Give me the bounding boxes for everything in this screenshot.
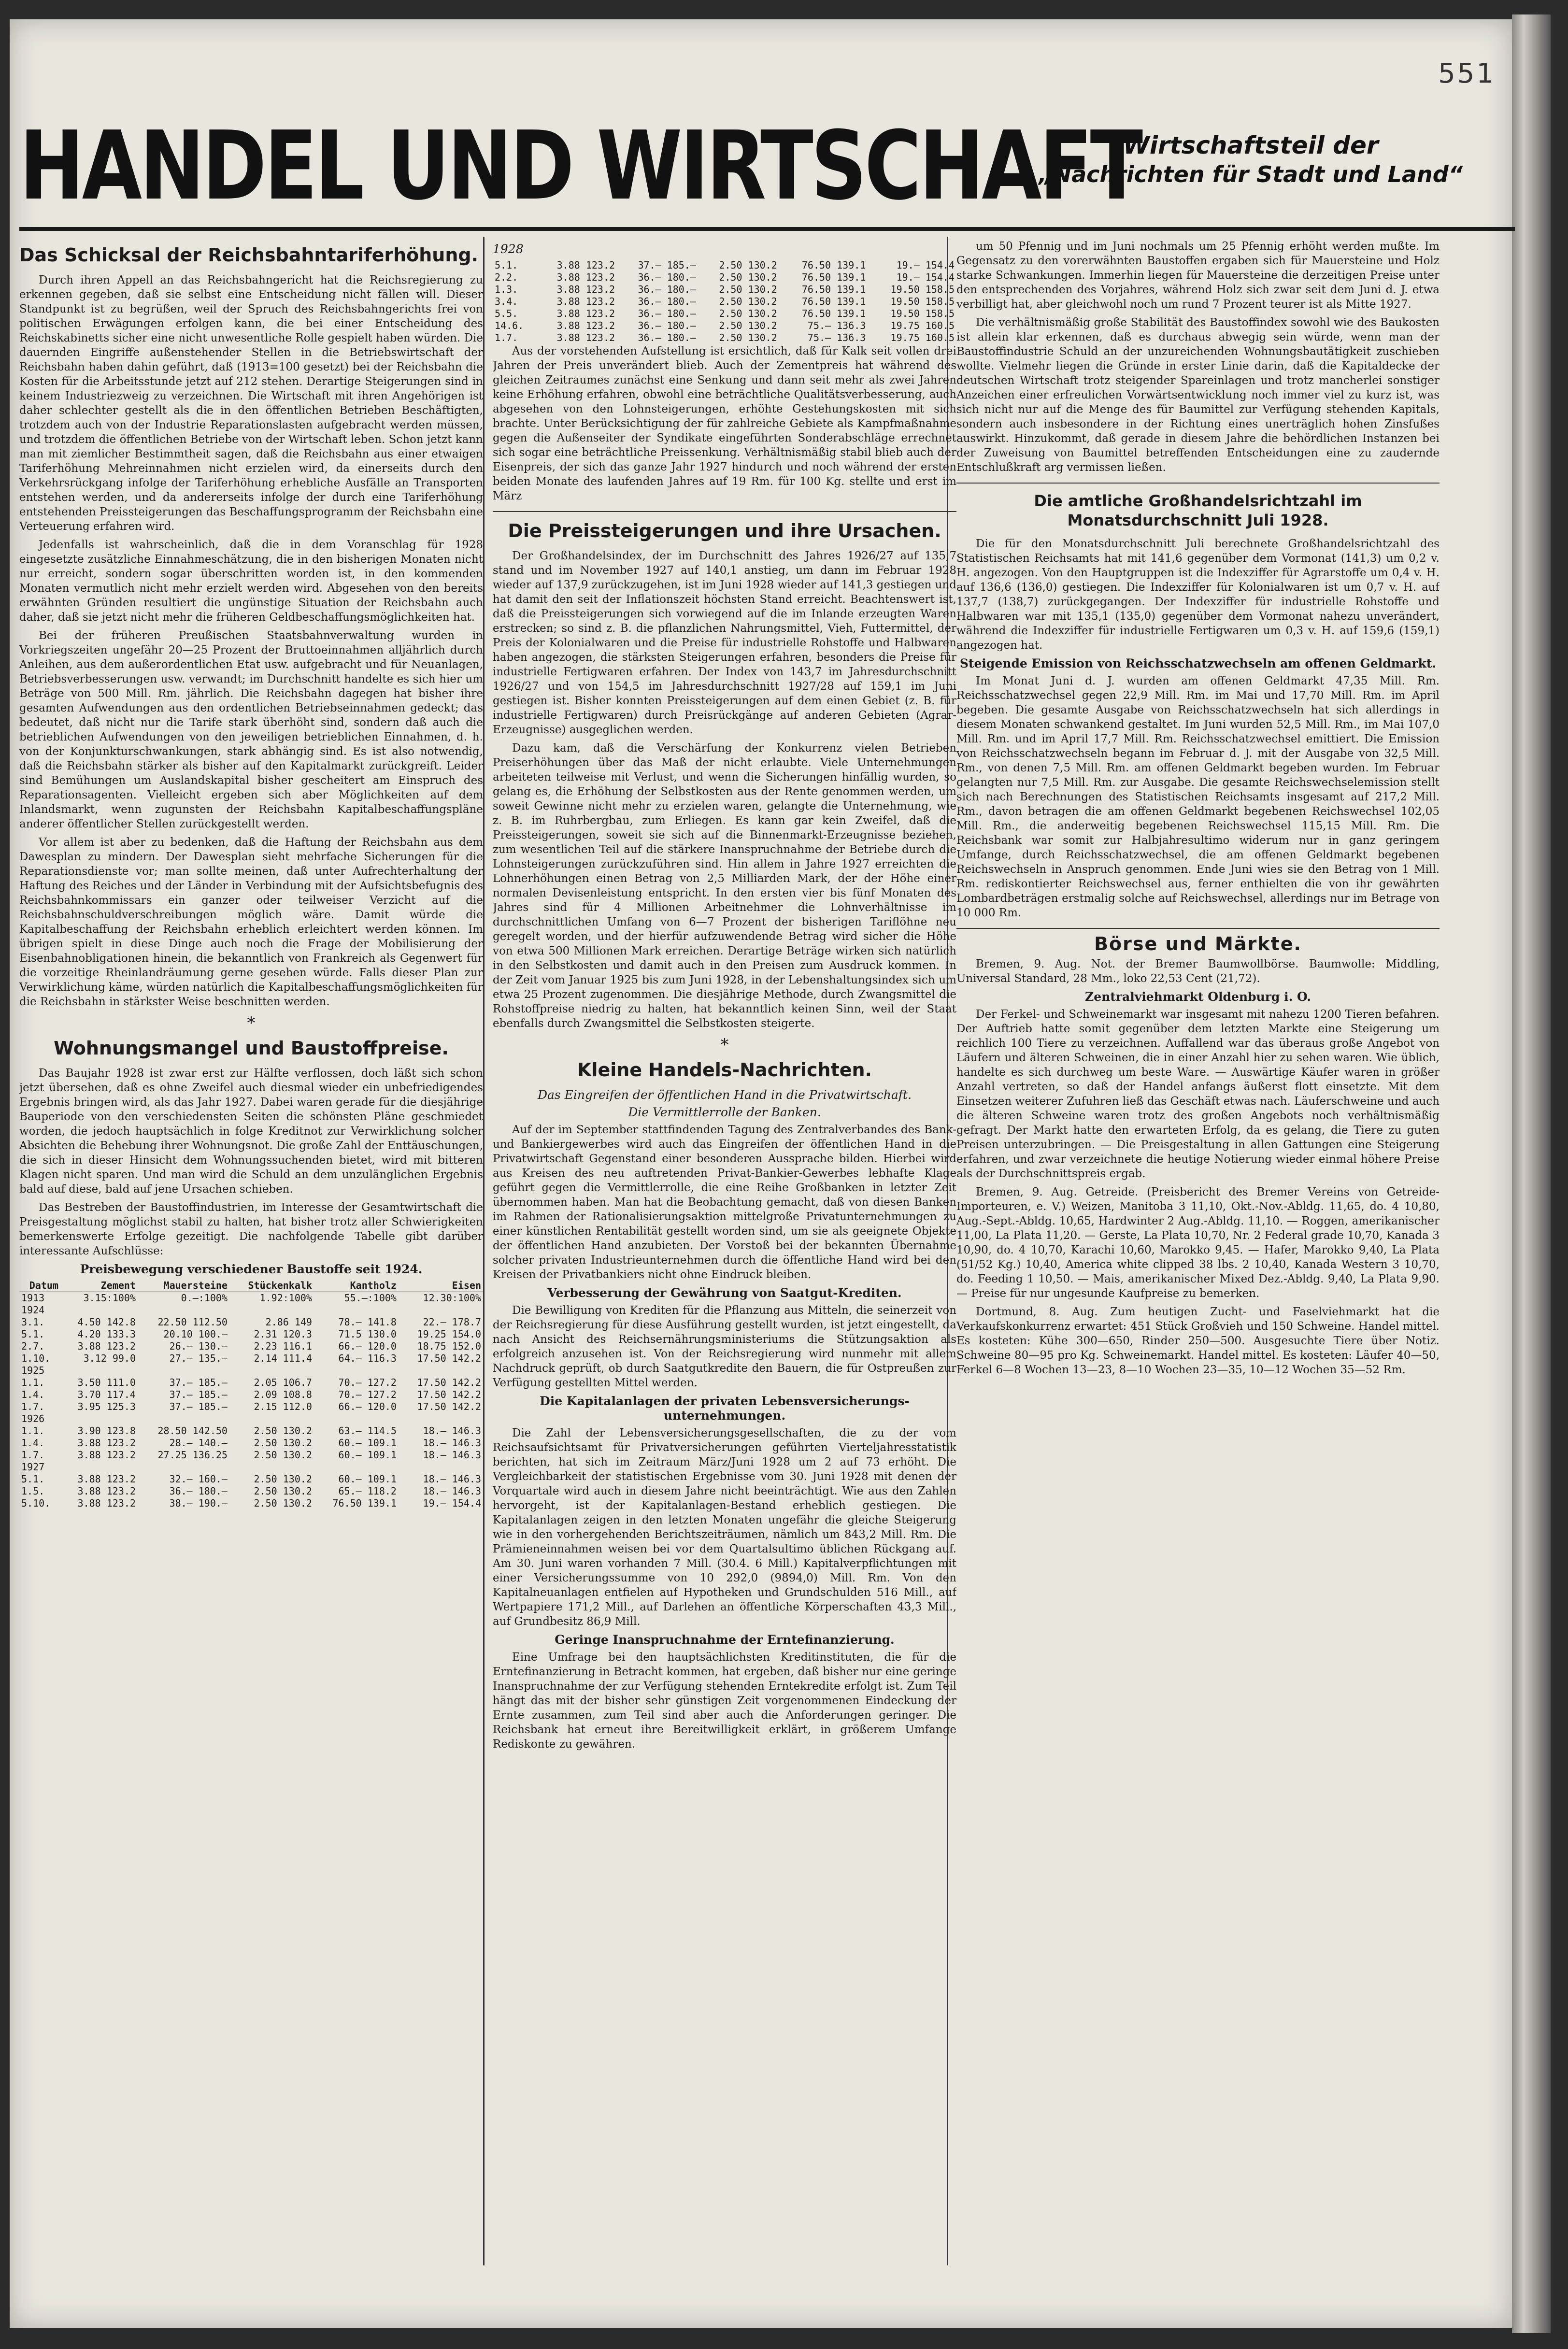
table-cell: 2.05 106.7 — [254, 1377, 312, 1388]
masthead-subtitle-line2: „Nachrichten für Stadt und Land“ — [1039, 161, 1463, 187]
article-heading: Das Schicksal der Reichsbahntariferhöhung. — [19, 244, 479, 266]
table-cell — [314, 1304, 399, 1316]
table-body — [19, 1292, 483, 1510]
column-3 — [956, 239, 1440, 2282]
page-number: 551 — [1438, 58, 1496, 89]
masthead-title: HANDEL UND WIRTSCHAFT — [19, 111, 1141, 221]
table-cell — [314, 1365, 399, 1377]
table-cell: 19.25 154.0 — [417, 1328, 481, 1340]
table-cell — [60, 1413, 138, 1425]
table-cell: 1913 — [21, 1292, 45, 1304]
table-cell: 1.4. — [21, 1389, 45, 1400]
table-row — [19, 1461, 483, 1473]
price-table — [19, 1280, 483, 1509]
table-cell: 3.70 117.4 — [77, 1389, 136, 1400]
table-header-cell: Kantholz — [314, 1280, 399, 1292]
table-cell: 5.5. — [495, 308, 518, 319]
article-paragraph: Die Zahl der Lebensversicherungsgesellschaften, die zu der vom Reichsaufsichtsamt für Privatversicherungen geführten Vierteljahresstatistik berichten, hat sich im Zeitraum März/Juni 1928 um 2 auf 73 erhöht. Die Vergleichbarkeit der statistischen Ergebnisse vom 30. Juni 1928 mit denen der Vorquartale wird auch in diesem Jahre nicht beeinträchtigt. Wie aus den Zahlen hervorgeht, ist der Kapitalanlagen-Bestand erheblich gestiegen. Die Kapitalanlagen zeigen in den letzten Monaten ungefähr die gleiche Steigerung wie in den vorhergehenden Berichtszeiträumen, nämlich um 843,2 Mill. Rm. Die Prämieneinnahmen weisen bei vor dem Quartalsultimo üblichen Rückgang auf. Am 30. Juni waren vorhanden 7 Mill. (30.4. 6 Mill.) Kapitalverpflichtungen mit einer Versicherungssumme von 10 292,0 (9894,0) Mill. Rm. Von den Kapitalneuanlagen entfielen auf Hypotheken und Grundschulden 516 Mill., auf Wertpapiere 171,2 Mill., auf Darlehen an öffentliche Körperschaften 43,3 Mill., auf Grundbesitz 86,9 Mill. — [493, 1427, 956, 1628]
table-cell: 19.50 158.5 — [890, 308, 955, 319]
table-row — [19, 1365, 483, 1377]
table-row — [19, 1292, 483, 1305]
section-subheading: Geringe Inanspruchnahme der Erntefinanzierung. — [555, 1633, 895, 1647]
table-cell: 3.88 123.2 — [556, 284, 615, 295]
table-cell — [229, 1461, 314, 1473]
table-cell: 2.2. — [495, 271, 518, 283]
table-cell: 18.— 146.3 — [423, 1473, 481, 1485]
table-cell: 18.75 152.0 — [417, 1340, 481, 1352]
table-cell: 17.50 142.2 — [417, 1401, 481, 1412]
table-row — [493, 332, 956, 344]
table-cell: 37.— 185.— — [169, 1377, 228, 1388]
table-header-cell: Stückenkalk — [229, 1280, 314, 1292]
table-cell: 1.7. — [21, 1449, 45, 1461]
table-cell: 2.7. — [21, 1340, 45, 1352]
table-row — [19, 1304, 483, 1316]
table-cell: 19.— 154.4 — [896, 271, 955, 283]
table-row — [493, 259, 956, 271]
table-cell: 3.90 123.8 — [77, 1425, 136, 1437]
table-cell: 60.— 109.1 — [338, 1449, 397, 1461]
table-cell: 2.50 130.2 — [254, 1437, 312, 1449]
article-paragraph: Auf der im September stattfindenden Tagung des Zentralverbandes des Bank- und Bankiergewerbes wird auch das Eingreifen der öffentlichen Hand in die Privatwirtschaft Gegenstand einer besonderen Aussprache bilden. Hierbei wird aus Kreisen des neu auftretenden Privat-Bankier-Gewerbes lebhafte Klage geführt gegen die Vermittlerrolle, die eine Reihe Großbanken in letzter Zeit übernommen haben. Man hat die Beobachtung gemacht, daß von diesen Banken im Rahmen der Rationalisierungsaktion mittelgroße Privatunternehmungen zu einer künstlichen Rentabilität gestellt worden sind, um sie als geeignete Objekte der öffentlichen Hand anzubieten. Der Vorstoß bei der bekannten Übernahme solcher privaten Industrieunternehmen durch die öffentliche Hand wird bei den Kreisen der Privatbankiers nicht ohne Eindruck bleiben. — [493, 1124, 956, 1281]
table-cell: 19.— 154.4 — [423, 1497, 481, 1509]
table-cell: 22.— 178.7 — [423, 1316, 481, 1328]
table-cell: 37.— 185.— — [169, 1401, 228, 1412]
table-cell — [399, 1413, 483, 1425]
article-paragraph: Das Bestreben der Baustoffindustrien, im Interesse der Gesamtwirtschaft die Preisgestaltung möglichst stabil zu halten, hat bisher trotz aller Schwierigkeiten bemerkenswerte Erfolge gezeitigt. Die nachfolgende Tabelle gibt darüber interessante Aufschlüsse: — [19, 1201, 483, 1257]
table-cell: 60.— 109.1 — [338, 1437, 397, 1449]
table-cell: 5.1. — [21, 1473, 45, 1485]
table-cell: 36.— 180.— — [638, 308, 696, 319]
table-cell: 65.— 118.2 — [338, 1485, 397, 1497]
section-subheading: Die Vermittlerrolle der Banken. — [628, 1105, 821, 1119]
price-table-continued — [493, 259, 956, 344]
table-cell: 36.— 180.— — [169, 1485, 228, 1497]
table-cell: 17.50 142.2 — [417, 1352, 481, 1364]
masthead-subtitle-line1: Wirtschaftsteil der — [1123, 131, 1379, 159]
column-rule — [483, 237, 485, 2265]
table-cell — [138, 1461, 229, 1473]
market-heading: Börse und Märkte. — [1094, 933, 1302, 954]
table-cell: 12.30:100% — [423, 1292, 481, 1304]
table-cell: 1924 — [21, 1304, 45, 1316]
table-cell — [399, 1365, 483, 1377]
table-cell: 2.50 130.2 — [719, 320, 777, 331]
table-cell: 4.20 133.3 — [77, 1328, 136, 1340]
table-cell — [229, 1304, 314, 1316]
column-1 — [19, 239, 483, 2282]
table-cell: 17.50 142.2 — [417, 1389, 481, 1400]
page-edge — [1512, 14, 1551, 2333]
table-cell — [60, 1461, 138, 1473]
table-cell: 66.— 120.0 — [338, 1401, 397, 1412]
article-paragraph: Jedenfalls ist wahrscheinlich, daß die in dem Voranschlag für 1928 eingesetzte zusätzliche Einnahmeschätzung, die in den bisherigen Monaten nicht nur erreicht, sondern sogar überschritten worden ist, in den kommenden Monaten vermutlich nicht mehr erzielt werden wird. Abgesehen von den bereits erwähnten Gründen resultiert die ungünstige Situation der Reichsbahn auch daher, daß sie jetzt nicht mehr die früheren Geldbeschaffungsmöglichkeiten hat. — [19, 539, 483, 624]
table-header-row — [19, 1280, 483, 1292]
market-subheading: Zentralviehmarkt Oldenburg i. O. — [1084, 990, 1311, 1004]
market-report: Bremen, 9. Aug. Getreide. (Preisbericht des Bremer Vereins von Getreide-Importeuren, e. V.) Weizen, Manitoba 3 11,10, Okt.-Nov.-Abldg. 11,65, do. 4 10,80, Aug.-Sept.-Abldg. 10,65, Hardwinter 2 Aug.-Abldg. 11,10. — Roggen, amerikanischer 11,00, La Plata 11,20. — Gerste, La Plata 10,70, Nr. 2 Federal grade 10,70, Kanada 3 10,90, do. 4 10,70, Karachi 10,60, Marokko 9,45. — Hafer, Marokko 9,40, La Plata (51/52 Kg.) 10,40, America white clipped 38 lbs. 2 10,40, Kanada Western 3 10,70, do. Feeding 1 10,50. — Mais, amerikanischer Mixed Dez.-Abldg. 9,40, La Plata 9,90. — Preise für nur ungesunde Kaufpreise zu bemerken. — [956, 1186, 1440, 1300]
table-cell: 63.— 114.5 — [338, 1425, 397, 1437]
table-cell: 71.5 130.0 — [338, 1328, 397, 1340]
table-cell — [138, 1365, 229, 1377]
masthead-rule — [19, 227, 1515, 231]
table-cell: 60.— 109.1 — [338, 1473, 397, 1485]
table-cell: 20.10 100.— — [163, 1328, 228, 1340]
table-row — [19, 1328, 483, 1340]
table-row — [19, 1389, 483, 1401]
article-paragraph: Vor allem ist aber zu bedenken, daß die Haftung der Reichsbahn aus dem Dawesplan zu mindern. Der Dawesplan sieht mehrfache Sicherungen für die Reparationsdienste vor; man sollte meinen, daß unter Aufrechterhaltung der Haftung des Reiches und der Länder in Verbindung mit der Aufsichtsbefugnis des Reichsbahnkommissars ein ganzer oder teilweiser Verzicht auf die Reichsbahnschuldverschreibungen möglich wäre. Damit würde die Kapitalbeschaffung der Reichsbahn erheblich erleichtert werden können. Im übrigen spielt in diese Dinge auch noch die Frage der Mobilisierung der Eisenbahnobligationen hinein, die bekanntlich von Frankreich als Gegenwert für die vorzeitige Rheinlandräumung gerne gesehen würde. Falls dieser Plan zur Verwirklichung käme, würden natürlich die Kapitalbeschaffungsmöglichkeiten für die Reichsbahn in stärkster Weise beschnitten werden. — [19, 836, 483, 1008]
table-cell: 36.— 180.— — [638, 284, 696, 295]
table-cell: 27.— 135.— — [169, 1352, 228, 1364]
table-cell: 17.50 142.2 — [417, 1377, 481, 1388]
table-row — [493, 320, 956, 332]
table-cell: 2.50 130.2 — [254, 1449, 312, 1461]
table-cell: 1925 — [21, 1365, 45, 1376]
table-row — [19, 1316, 483, 1328]
table-cell: 2.50 130.2 — [254, 1497, 312, 1509]
section-separator: * — [720, 1035, 729, 1054]
table-cell: 1.10. — [21, 1352, 51, 1364]
table-cell: 2.50 130.2 — [254, 1473, 312, 1485]
table-cell: 18.— 146.3 — [423, 1425, 481, 1437]
table-cell: 3.15:100% — [83, 1292, 136, 1304]
table-cell: 38.— 190.— — [169, 1497, 228, 1509]
table-cell: 78.— 141.8 — [338, 1316, 397, 1328]
table-cell: 3.88 123.2 — [556, 259, 615, 271]
table-cell: 1926 — [21, 1413, 45, 1424]
table-cell: 2.50 130.2 — [719, 259, 777, 271]
table-cell: 64.— 116.3 — [338, 1352, 397, 1364]
table-row — [19, 1449, 483, 1461]
table-cell: 28.50 142.50 — [157, 1425, 228, 1437]
table-cell — [60, 1304, 138, 1316]
table-cell: 5.1. — [21, 1328, 45, 1340]
table-cell — [138, 1304, 229, 1316]
section-separator: * — [247, 1013, 256, 1033]
table-cell — [399, 1461, 483, 1473]
table-cell: 1.7. — [495, 332, 518, 343]
table-row — [493, 271, 956, 284]
table-cell: 2.15 112.0 — [254, 1401, 312, 1412]
table-cell: 3.95 125.3 — [77, 1401, 136, 1412]
table-cell: 1.7. — [21, 1401, 45, 1412]
article-paragraph: Eine Umfrage bei den hauptsächlichsten Kreditinstituten, die für die Erntefinanzierung in Betracht kommen, hat ergeben, daß bisher nur eine geringe Inanspruchnahme der zur Verfügung stehenden Erntekredite erfolgt ist. Zum Teil hängt das mit der bisher sehr günstigen Zeit vorgenommenen Eindeckung der Ernte zusammen, zum Teil sind aber auch die Anforderungen geringer. Die Reichsbank hat erneut ihre Bereitwilligkeit erklärt, in größerem Umfange Rediskonte zu gewähren. — [493, 1651, 956, 1751]
table-cell — [314, 1461, 399, 1473]
article-heading: Die Preissteigerungen und ihre Ursachen. — [508, 520, 941, 541]
table-row — [19, 1413, 483, 1425]
table-cell: 18.— 146.3 — [423, 1485, 481, 1497]
article-paragraph: Das Baujahr 1928 ist zwar erst zur Hälfte verflossen, doch läßt sich schon jetzt übersehen, daß es ohne Zweifel auch diesmal wieder ein unbefriedigendes Ergebnis bringen wird, als das Jahr 1927. Dabei waren gerade für die diesjährige Bauperiode von den verschiedensten Seiten die schönsten Pläne geschmiedet worden, die jedoch hauptsächlich in folge Kreditnot zur Verwirklichung solcher Absichten die Behebung ihrer Wohnungsnot. Die große Zahl der Enttäuschungen, die sich in dieser Hinsicht dem Wohnungssuchenden bietet, wird mit bitteren Klagen nicht sparen. Und man wird die Schuld an dem unzulänglichen Ergebnis bald auf diese, bald auf jene Ursachen schieben. — [19, 1067, 483, 1196]
table-cell: 19.75 160.5 — [890, 332, 955, 343]
column-2 — [493, 239, 956, 2282]
article-heading: Die amtliche Großhandelsrichtzahl im Monatsdurchschnitt Juli 1928. — [1034, 492, 1362, 529]
section-divider — [956, 928, 1440, 929]
article-paragraph: Durch ihren Appell an das Reichsbahngericht hat die Reichsregierung zu erkennen gegeben, daß sie selbst eine Entscheidung nicht fällen will. Dieser Standpunkt ist zu begrüßen, weil der Spruch des Reichsbahngerichts frei von politischen Erwägungen erfolgen kann, die bei einer Entscheidung des Reichskabinetts sicher eine nicht unwesentliche Rolle gespielt haben würden. Die dauernden Eingriffe außenstehender Stellen in die Betriebswirtschaft der Reichsbahn haben dahin geführt, daß (1913=100 gesetzt) bei der Reichsbahn die Kosten für die Arbeitsstunde jetzt auf 212 stehen. Derartige Steigerungen sind in keinem Industriezweig zu verzeichnen. Die Wirtschaft mit ihren Angehörigen ist daher schlechter gestellt als die in den öffentlichen Betrieben Beschäftigten, trotzdem auch von der Industrie Reparationslasten aufgebracht werden müssen, und trotzdem die öffentlichen Betriebe von der Wirtschaft leben. Schon jetzt kann man mit ziemlicher Bestimmtheit sagen, daß die Reichsbahn aus einer etwaigen Tariferhöhung Mehreinnahmen nicht erzielen wird, da einerseits durch den Verkehrsrückgang infolge der Tariferhöhung erhebliche Ausfälle an Transporten entstehen werden, und da andererseits infolge der durch eine Tariferhöhung entstehenden Preissteigerungen das Beschaffungsprogramm der Reichsbahn eine Verteuerung erfahren wird. — [19, 274, 483, 533]
table-cell: 36.— 180.— — [638, 320, 696, 331]
table-row — [493, 284, 956, 296]
table-row — [19, 1352, 483, 1365]
table-cell: 3.88 123.2 — [556, 296, 615, 307]
table-cell: 3.88 123.2 — [77, 1485, 136, 1497]
table-year: 1928 — [493, 242, 524, 256]
table-cell: 1.92:100% — [259, 1292, 312, 1304]
table-cell: 37.— 185.— — [638, 259, 696, 271]
table-cell — [229, 1413, 314, 1425]
table-cell: 1.4. — [21, 1437, 45, 1449]
market-report: Der Ferkel- und Schweinemarkt war insgesamt mit nahezu 1200 Tieren befahren. Der Auftrieb hatte somit gegenüber dem letzten Markte eine Steigerung um reichlich 100 Tiere zu verzeichnen. Auffallend war das überaus große Angebot von Läufern und älteren Schweinen, die in einer Anzahl hier zu sehen waren. Wie üblich, handelte es sich durchweg um beste Ware. — Auswärtige Käufer waren in größer Anzahl vertreten, so daß der Handel anfangs äußerst flott einsetzte. Mit dem Einsetzen weiterer Zufuhren ließ das Geschäft etwas nach. Läuferschweine und auch die älteren Schweine waren trotz des großen Angebots noch verhältnismäßig gefragt. Der Markt hatte den erwarteten Erfolg, da es gelang, die Tiere zu guten Preisen unterzubringen. — Die Preisgestaltung in allen Gattungen eine Steigerung erfahren, und zwar verzeichnete die heutige Notierung wieder einmal höhere Preise als der Durchschnittspreis ergab. — [956, 1008, 1440, 1180]
table-row — [19, 1401, 483, 1413]
table-cell: 2.50 130.2 — [719, 284, 777, 295]
table-header-cell: Eisen — [399, 1280, 483, 1292]
table-cell: 3.88 123.2 — [556, 332, 615, 343]
table-cell: 2.86 149 — [265, 1316, 312, 1328]
table-cell: 2.50 130.2 — [254, 1425, 312, 1437]
article-paragraph: Bei der früheren Preußischen Staatsbahnverwaltung wurden in Vorkriegszeiten ungefähr 20—25 Prozent der Bruttoeinnahmen alljährlich durch Anleihen, aus dem außerordentlichen Etat usw. aufgebracht und für Neuanlagen, Betriebsverbesserungen usw. verwandt; im Durchschnitt handelte es sich hier um Beträge von 500 Mill. Rm. jährlich. Die Reichsbahn dagegen hat bisher ihre gesamten Aufwendungen aus den ordentlichen Betriebseinnahmen gedeckt; das bedeutet, daß nicht nur die Tarife stark überhöht sind, sondern daß auch die betrieblichen Aufwendungen von den jeweiligen betrieblichen Einnahmen, d. h. von der Konjunkturschwankungen, stark abhängig sind. Es ist also notwendig, daß die Reichsbahn stärker als bisher auf den Kapitalmarkt zurückgreift. Leider sind Bemühungen um Auslandskapital bisher gescheitert am Einspruch des Reparationsagenten. Vielleicht ergeben sich aber Möglichkeiten auf dem Inlandsmarkt, wenn zugunsten der Reichsbahn Kapitalbeschaffungspläne anderer öffentlicher Stellen zurückgestellt werden. — [19, 629, 483, 830]
table-cell: 76.50 139.1 — [332, 1497, 397, 1509]
table-cell: 3.12 99.0 — [83, 1352, 136, 1364]
table-cell: 2.50 130.2 — [719, 308, 777, 319]
table-cell: 14.6. — [495, 320, 524, 331]
table-cell: 66.— 120.0 — [338, 1340, 397, 1352]
table-row — [493, 296, 956, 308]
table-cell: 5.1. — [495, 259, 518, 271]
table-cell: 3.88 123.2 — [556, 271, 615, 283]
table-cell: 19.50 158.5 — [890, 284, 955, 295]
table-cell: 32.— 160.— — [169, 1473, 228, 1485]
table-cell: 2.50 130.2 — [719, 296, 777, 307]
market-report: Bremen, 9. Aug. Not. der Bremer Baumwollbörse. Baumwolle: Middling, Universal Standard, 28 Mm., loko 22,53 Cent (21,72). — [956, 958, 1440, 985]
article-paragraph: Die Bewilligung von Krediten für die Pflanzung aus Mitteln, die seinerzeit von der Reichsregierung für diese Ausführung gestellt wurden, ist jetzt eingestellt, da nach Ansicht des Reichsernährungsministeriums die Stützungsaktion als erfolgreich anzusehen ist. Von der Reichsregierung wird nunmehr mit allem Nachdruck geprüft, ob durch Saatgutkredite den Bauern, die für Ostpreußen zur Verfügung gestellten Mittel werden. — [493, 1304, 956, 1389]
masthead-subtitle — [1039, 130, 1463, 188]
table-cell: 76.50 139.1 — [801, 308, 866, 319]
table-cell: 4.50 142.8 — [77, 1316, 136, 1328]
market-report: Dortmund, 8. Aug. Zum heutigen Zucht- und Faselviehmarkt hat die Verkaufskonkurrenz erwartet: 451 Stück Großvieh und 150 Schweine. Handel mittel. Es kosteten: Kühe 300—650, Rinder 250—500. Ausgesuchte Tiere über Notiz. Schweine 80—95 pro Kg. Schweinemarkt. Handel mittel. Es kosteten: Läufer 40—50, Ferkel 6—8 Wochen 13—23, 8—10 Wochen 23—35, 10—12 Wochen 35—52 Rm. — [956, 1306, 1440, 1376]
table-cell: 2.09 108.8 — [254, 1389, 312, 1400]
table-body — [493, 259, 956, 344]
table-cell: 3.50 111.0 — [77, 1377, 136, 1388]
section-subheading: Steigende Emission von Reichsschatzwechseln am offenen Geldmarkt. — [959, 656, 1437, 670]
section-subheading: Das Eingreifen der öffentlichen Hand in die Privatwirtschaft. — [537, 1088, 912, 1102]
table-cell: 70.— 127.2 — [338, 1377, 397, 1388]
table-cell: 3.88 123.2 — [77, 1473, 136, 1485]
table-cell: 26.— 130.— — [169, 1340, 228, 1352]
table-cell: 3.88 123.2 — [77, 1449, 136, 1461]
article-paragraph: Die für den Monatsdurchschnitt Juli berechnete Großhandelsrichtzahl des Statistischen Reichsamts hat mit 141,6 gegenüber dem Vormonat (141,3) um 0,2 v. H. angezogen. Von den Hauptgruppen ist die Indexziffer für Agrarstoffe um 0,4 v. H. auf 136,6 (136,0) gestiegen. Die Indexziffer für Kolonialwaren ist um 0,7 v. H. auf 137,7 (138,7) zurückgegangen. Der Indexziffer für industrielle Rohstoffe und Halbwaren war mit 135,1 (135,0) gegenüber dem Vormonat nahezu unverändert, während die Indexziffer für industrielle Fertigwaren um 0,3 v. H. auf 159,6 (159,1) angezogen hat. — [956, 538, 1440, 652]
table-cell: 76.50 139.1 — [801, 284, 866, 295]
table-caption: Preisbewegung verschiedener Baustoffe seit 1924. — [80, 1262, 423, 1276]
table-cell: 2.23 116.1 — [254, 1340, 312, 1352]
table-cell: 1.1. — [21, 1377, 45, 1388]
section-divider — [493, 511, 956, 512]
table-cell: 3.1. — [21, 1316, 45, 1328]
table-cell: 55.—:100% — [344, 1292, 397, 1304]
table-cell: 5.10. — [21, 1497, 51, 1509]
table-cell: 19.75 160.5 — [890, 320, 955, 331]
table-cell: 75.— 136.3 — [807, 332, 866, 343]
table-cell — [229, 1365, 314, 1377]
table-row — [19, 1437, 483, 1449]
table-cell: 3.88 123.2 — [77, 1437, 136, 1449]
table-cell: 3.4. — [495, 296, 518, 307]
table-header-cell: Datum — [19, 1280, 60, 1292]
table-cell: 2.14 111.4 — [254, 1352, 312, 1364]
table-cell — [314, 1413, 399, 1425]
section-subheading: Die Kapitalanlagen der privaten Lebensversicherungs-unternehmungen. — [540, 1394, 910, 1423]
article-heading: Kleine Handels-Nachrichten. — [577, 1059, 872, 1081]
article-paragraph: Die verhältnismäßig große Stabilität des Baustoffindex sowohl wie des Baukosten ist allein klar erkennen, daß es durchaus abwegig sein würde, wenn man der Baustoffindustrie Schuld an der unzureichenden Wohnungsbautätigkeit zuschieben wollte. Vielmehr liegen die Gründe in erster Linie darin, daß die Kapitaldecke der deutschen Wirtschaft trotz steigender Spareinlagen und trotz mancherlei sonstiger Anzeichen einer erfreulichen Vorwärtsentwicklung noch immer viel zu kurz ist, was sich nicht nur auf die Menge des für Baumittel zur Verfügung stehenden Kapitals, sondern auch insbesondere in der Richtung eines unerträglich hohen Zinsfußes auswirkt. Hinzukommt, daß gerade in diesem Jahre die behördlichen Instanzen bei der Zuweisung von Baumittel betreffenden Entscheidungen eine zu zaudernde Entschlußkraft arg vermissen ließen. — [956, 316, 1440, 474]
table-cell: 36.— 180.— — [638, 332, 696, 343]
table-row — [19, 1497, 483, 1509]
table-cell: 2.50 130.2 — [719, 271, 777, 283]
table-cell — [138, 1413, 229, 1425]
article-paragraph: Im Monat Juni d. J. wurden am offenen Geldmarkt 47,35 Mill. Rm. Reichsschatzwechsel gegen 22,9 Mill. Rm. im Mai und 17,70 Mill. Rm. im April begeben. Die gesamte Ausgabe von Reichsschatzwechseln hat sich allerdings in diesem Monaten schwankend gestaltet. Im Juni wurden 52,5 Mill. Rm., im Mai 107,0 Mill. Rm. und im April 17,7 Mill. Rm. Reichsschatzwechsel emittiert. Die Emission von Reichsschatzwechseln begann im Februar d. J. mit der Ausgabe von 32,5 Mill. Rm., von denen 7,5 Mill. Rm. am offenen Geldmarkt begeben wurden. Im Februar gelangten nur 7,5 Mill. Rm. zur Ausgabe. Die gesamte Reichswechselemission stellt sich nach Berechnungen des Statistischen Reichsamts insgesamt auf 217,2 Mill. Rm., davon betragen die am offenen Geldmarkt begebenen Reichswechsel 102,05 Mill. Rm., die anderweitig begebenen Reichswechsel 115,15 Mill. Rm. Die Reichsbank war somit zur Halbjahresultimo widerum nur in ganz geringem Umfange, durch Reichsschatzwechsel, die am offenen Geldmarkt begebenen Reichswechseln in Anspruch genommen. Ende Juni wies sie den Betrag von 1 Mill. Rm. rediskontierter Reichswechsel aus, ferner enthielten die von ihr gewährten Lombardbeträgen erstmalig solche auf Reichswechsel, allerdings nur im Betrage von 10 000 Rm. — [956, 675, 1440, 919]
table-cell: 70.— 127.2 — [338, 1389, 397, 1400]
table-cell: 2.31 120.3 — [254, 1328, 312, 1340]
table-header-cell: Zement — [60, 1280, 138, 1292]
table-cell — [60, 1365, 138, 1377]
table-cell: 3.88 123.2 — [77, 1340, 136, 1352]
table-cell: 28.— 140.— — [169, 1437, 228, 1449]
table-cell: 2.50 130.2 — [254, 1485, 312, 1497]
table-row — [19, 1377, 483, 1389]
table-row — [19, 1340, 483, 1352]
table-cell: 76.50 139.1 — [801, 259, 866, 271]
table-cell: 19.50 158.5 — [890, 296, 955, 307]
table-cell: 37.— 185.— — [169, 1389, 228, 1400]
table-cell: 3.88 123.2 — [77, 1497, 136, 1509]
table-header-cell: Mauersteine — [138, 1280, 229, 1292]
section-divider — [956, 483, 1440, 484]
table-row — [19, 1473, 483, 1485]
table-cell: 18.— 146.3 — [423, 1449, 481, 1461]
table-cell: 76.50 139.1 — [801, 271, 866, 283]
article-paragraph: Der Großhandelsindex, der im Durchschnitt des Jahres 1926/27 auf 135,7 stand und im November 1927 auf 140,1 anstieg, um dann im Februar 1928 wieder auf 137,9 zurückzugehen, ist im Juni 1928 wieder auf 141,3 gestiegen und hat damit den seit der Inflationszeit höchsten Stand erreicht. Beachtenswert ist, daß die Preissteigerungen sich vorwiegend auf die im Inlande erzeugten Waren erstrecken; so sind z. B. die pflanzlichen Nahrungsmittel, Vieh, Futtermittel, der Preis der Kolonialwaren und die Preise für industrielle Rohstoffe und Halbwaren haben angezogen, die stärksten Steigerungen erfahren, besonders die Preise für industrielle Fertigwaren erfahren. Der Index von 143,7 im Jahresdurchschnitt 1926/27 und von 154,5 im Jahresdurchschnitt 1927/28 auf 159,1 im Juni gestiegen ist. Bisher konnten Preissteigerungen auf dem einen Gebiet (z. B. für industrielle Fertigwaren) durch Preisrückgänge auf anderen Gebieten (Agrar-Erzeugnisse) ausgeglichen werden. — [493, 550, 956, 736]
table-cell: 18.— 146.3 — [423, 1437, 481, 1449]
table-row — [19, 1485, 483, 1497]
table-cell: 1.1. — [21, 1425, 45, 1437]
table-cell: 76.50 139.1 — [801, 296, 866, 307]
table-cell: 1927 — [21, 1461, 45, 1473]
table-cell: 36.— 180.— — [638, 296, 696, 307]
table-cell: 27.25 136.25 — [157, 1449, 228, 1461]
table-cell — [399, 1304, 483, 1316]
article-paragraph: um 50 Pfennig und im Juni nochmals um 25 Pfennig erhöht werden mußte. Im Gegensatz zu den vorerwähnten Baustoffen ergaben sich für Mauersteine und Holz starke Schwankungen. Immerhin liegen für Mauersteine die derzeitigen Preise unter den entsprechenden des Vorjahres, während Holz sich zwar seit dem Juni d. J. etwa verbilligt hat, aber gleichwohl noch um rund 7 Prozent teurer ist als Mitte 1927. — [956, 240, 1440, 311]
table-cell: 1.5. — [21, 1485, 45, 1497]
table-cell: 3.88 123.2 — [556, 320, 615, 331]
table-cell: 3.88 123.2 — [556, 308, 615, 319]
table-row — [493, 308, 956, 320]
section-subheading: Verbesserung der Gewährung von Saatgut-Krediten. — [547, 1286, 902, 1300]
table-cell: 1.3. — [495, 284, 518, 295]
table-cell: 36.— 180.— — [638, 271, 696, 283]
table-row — [19, 1425, 483, 1437]
table-cell: 2.50 130.2 — [719, 332, 777, 343]
article-paragraph: Aus der vorstehenden Aufstellung ist ersichtlich, daß für Kalk seit vollen drei Jahren der Preis unverändert blieb. Auch der Zementpreis hat während des gleichen Zeitraumes zunächst eine Senkung und dann seit mehr als zwei Jahren keine Erhöhung erfahren, obwohl eine beträchtliche Qualitätsverbesserung, auch abgesehen von den Lohnsteigerungen, erhöhte Gestehungskosten mit sich brachte. Unter Berücksichtigung der für zahlreiche Gebiete als Kampfmaßnahme gegen die Außenseiter der Syndikate eingeführten Sonderabschläge errechnet sich sogar eine beträchtliche Preissenkung. Verhältnismäßig stabil blieb auch der Eisenpreis, der sich das ganze Jahr 1927 hindurch und noch während der ersten beiden Monate des laufenden Jahres auf 19 Rm. für 100 Kg. stellte und erst im März — [493, 345, 956, 502]
table-cell: 0.—:100% — [181, 1292, 228, 1304]
article-heading: Wohnungsmangel und Baustoffpreise. — [54, 1038, 449, 1059]
table-cell: 22.50 112.50 — [157, 1316, 228, 1328]
table-cell: 19.— 154.4 — [896, 259, 955, 271]
article-paragraph: Dazu kam, daß die Verschärfung der Konkurrenz vielen Betrieben Preiserhöhungen über das Maß der nicht erlaubte. Viele Unternehmungen arbeiteten teilweise mit Verlust, und wenn die Sicherungen hinfällig wurden, so gelang es, die Erhöhung der Selbstkosten aus der Rente genommen werden, um soweit Gewinne nicht mehr zu erzielen waren, gelangte die Unternehmung, wie z. B. im Ruhrbergbau, zum Erliegen. Es kann gar kein Zweifel, daß die Preissteigerungen, soweit sie sich auf die Binnenmarkt-Erzeugnisse beziehen, zum wesentlichen Teil auf die stärkere Inanspruchnahme der Betriebe durch die Lohnsteigerungen zurückzuführen sind. Hin allem in Jahre 1927 erreichten die Lohnerhöhungen einen Betrag von 2,5 Milliarden Mark, der der Höhe einer normalen Devisenleistung entspricht. In den ersten vier bis fünf Monaten des Jahres sind für 4 Millionen Arbeitnehmer die Lohnverhältnisse im durchschnittlichen Umfang von 6—7 Prozent der bisherigen Tariflöhne neu geregelt worden, und der hierfür aufzuwendende Betrag wird sicher die Höhe von etwa 500 Millionen Mark erreichen. Derartige Beträge wirken sich natürlich in den Selbstkosten und damit auch in den Preisen zum Ausdruck kommen. In der Zeit vom Januar 1925 bis zum Juni 1928, in der Lebenshaltungsindex sich um etwa 25 Prozent zugenommen. Die diesjährige Methode, durch Zwangsmittel die Rohstoffpreise niedrig zu halten, hat bekanntlich keinen Sinn, weil der Staat ebenfalls durch Zwangsmittel die Selbstkosten steigerte. — [493, 742, 956, 1030]
table-cell: 75.— 136.3 — [807, 320, 866, 331]
